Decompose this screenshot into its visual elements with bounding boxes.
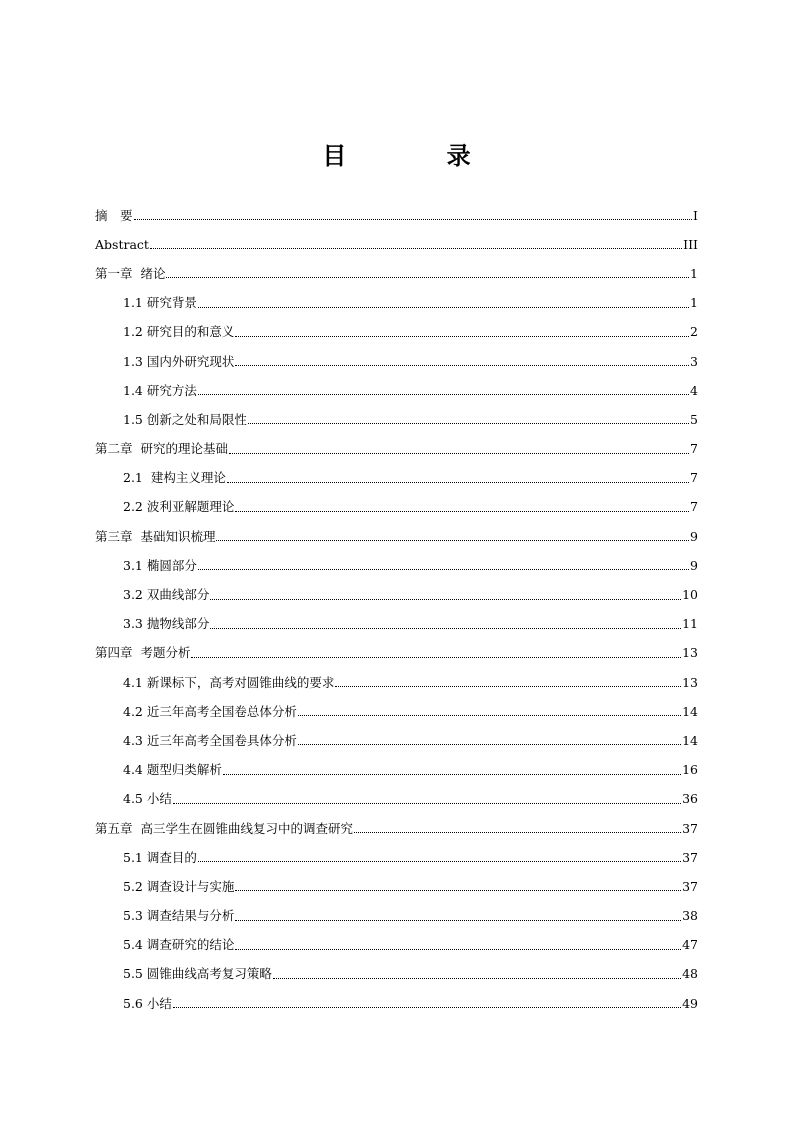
toc-dot-leader xyxy=(229,453,689,454)
toc-entry-page-number: 9 xyxy=(690,557,698,573)
toc-section-entry xyxy=(0,405,793,434)
toc-dot-leader xyxy=(235,890,681,891)
toc-entry-page-number: 7 xyxy=(690,470,698,486)
toc-entry-label: 1.3 国内外研究现状 xyxy=(123,353,235,369)
toc-section-entry xyxy=(0,872,793,901)
toc-entry-page-number: 37 xyxy=(682,849,698,865)
toc-entry-label: 第三章 基础知识梳理 xyxy=(95,528,216,544)
toc-entry-page-number: 38 xyxy=(682,908,698,924)
toc-entry-label: 4.4 题型归类解析 xyxy=(123,762,222,778)
toc-section-entry xyxy=(0,726,793,755)
toc-chapter-entry xyxy=(0,435,793,464)
toc-dot-leader xyxy=(173,803,681,804)
toc-entry-label: 1.2 研究目的和意义 xyxy=(123,324,235,340)
toc-section-entry xyxy=(0,843,793,872)
toc-dot-leader xyxy=(173,1007,681,1008)
toc-dot-leader xyxy=(223,774,681,775)
toc-entry-page-number: 47 xyxy=(682,937,698,953)
toc-chapter-entry xyxy=(0,259,793,288)
toc-dot-leader xyxy=(235,920,681,921)
toc-entry-label: 4.5 小结 xyxy=(123,791,172,807)
toc-section-entry xyxy=(0,668,793,697)
toc-entry-label: 4.2 近三年高考全国卷总体分析 xyxy=(123,703,297,719)
toc-entry-page-number: 9 xyxy=(690,528,698,544)
toc-entry-page-number: 16 xyxy=(682,762,698,778)
toc-dot-leader xyxy=(227,482,689,483)
toc-entry-label: 5.2 调查设计与实施 xyxy=(123,878,235,894)
toc-section-entry xyxy=(0,989,793,1018)
toc-entry-page-number: 7 xyxy=(690,499,698,515)
toc-entry-page-number: 49 xyxy=(682,995,698,1011)
toc-entry-page-number: 1 xyxy=(690,265,698,281)
toc-chapter-entry xyxy=(0,639,793,668)
toc-entry-page-number: 7 xyxy=(690,441,698,457)
toc-dot-leader xyxy=(235,949,681,950)
toc-dot-leader xyxy=(335,686,681,687)
toc-dot-leader xyxy=(248,423,689,424)
toc-entry-label: 1.4 研究方法 xyxy=(123,382,197,398)
toc-section-entry xyxy=(0,785,793,814)
toc-entry-label: 5.5 圆锥曲线高考复习策略 xyxy=(123,966,272,982)
toc-entry-page-number: 1 xyxy=(690,295,698,311)
toc-chapter-entry xyxy=(0,522,793,551)
toc-section-entry xyxy=(0,376,793,405)
toc-entry-label: 1.5 创新之处和局限性 xyxy=(123,411,247,427)
toc-chapter-entry xyxy=(0,230,793,259)
toc-entry-page-number: 48 xyxy=(682,966,698,982)
toc-entry-page-number: 11 xyxy=(682,616,698,632)
toc-dot-leader xyxy=(273,978,681,979)
toc-dot-leader xyxy=(298,715,681,716)
toc-dot-leader xyxy=(191,657,681,658)
toc-dot-leader xyxy=(198,307,689,308)
toc-entry-page-number: 14 xyxy=(682,703,698,719)
toc-entry-page-number: 37 xyxy=(682,878,698,894)
toc-dot-leader xyxy=(150,248,682,249)
toc-entry-page-number: 37 xyxy=(682,820,698,836)
toc-entry-label: 第四章 考题分析 xyxy=(95,645,191,661)
toc-section-entry xyxy=(0,931,793,960)
toc-entry-page-number: 4 xyxy=(690,382,698,398)
toc-section-entry xyxy=(0,318,793,347)
toc-section-entry xyxy=(0,551,793,580)
toc-entry-label: 3.3 抛物线部分 xyxy=(123,616,210,632)
toc-dot-leader xyxy=(210,628,681,629)
toc-title: 目 录 xyxy=(322,142,517,170)
toc-entry-page-number: 36 xyxy=(682,791,698,807)
toc-entry-page-number: 10 xyxy=(682,587,698,603)
toc-entry-page-number: III xyxy=(683,236,698,252)
toc-entry-label: 5.1 调查目的 xyxy=(123,849,197,865)
toc-dot-leader xyxy=(235,336,689,337)
toc-entry-label: 5.4 调查研究的结论 xyxy=(123,937,235,953)
toc-section-entry xyxy=(0,902,793,931)
toc-entry-label: 2.1 建构主义理论 xyxy=(123,470,226,486)
toc-entry-label: Abstract xyxy=(95,236,149,252)
toc-entry-label: 1.1 研究背景 xyxy=(123,295,197,311)
toc-chapter-entry xyxy=(0,201,793,230)
toc-dot-leader xyxy=(134,219,693,220)
toc-entry-page-number: 13 xyxy=(682,674,698,690)
toc-section-entry xyxy=(0,464,793,493)
toc-entry-label: 5.3 调查结果与分析 xyxy=(123,908,235,924)
toc-dot-leader xyxy=(198,861,681,862)
toc-entry-label: 4.3 近三年高考全国卷具体分析 xyxy=(123,732,297,748)
toc-entry-label: 3.1 椭圆部分 xyxy=(123,557,197,573)
toc-entry-label: 4.1 新课标下，高考对圆锥曲线的要求 xyxy=(123,674,335,690)
toc-entry-page-number: 3 xyxy=(690,353,698,369)
toc-entry-label: 第一章 绪论 xyxy=(95,265,166,281)
toc-dot-leader xyxy=(210,599,681,600)
toc-entry-label: 第五章 高三学生在圆锥曲线复习中的调查研究 xyxy=(95,820,353,836)
toc-section-entry xyxy=(0,493,793,522)
toc-section-entry xyxy=(0,289,793,318)
toc-section-entry xyxy=(0,610,793,639)
toc-dot-leader xyxy=(354,832,681,833)
toc-entry-page-number: 2 xyxy=(690,324,698,340)
toc-section-entry xyxy=(0,580,793,609)
toc-list xyxy=(0,201,793,1018)
toc-entry-page-number: 13 xyxy=(682,645,698,661)
toc-entry-page-number: 14 xyxy=(682,732,698,748)
toc-dot-leader xyxy=(198,394,689,395)
toc-section-entry xyxy=(0,756,793,785)
toc-dot-leader xyxy=(198,569,689,570)
toc-section-entry xyxy=(0,347,793,376)
toc-entry-label: 第二章 研究的理论基础 xyxy=(95,441,228,457)
toc-chapter-entry xyxy=(0,814,793,843)
toc-entry-label: 摘 要 xyxy=(95,207,133,223)
toc-dot-leader xyxy=(235,511,689,512)
toc-entry-label: 5.6 小结 xyxy=(123,995,172,1011)
toc-dot-leader xyxy=(216,540,689,541)
toc-section-entry xyxy=(0,697,793,726)
toc-section-entry xyxy=(0,960,793,989)
toc-dot-leader xyxy=(166,277,689,278)
toc-entry-label: 3.2 双曲线部分 xyxy=(123,587,210,603)
toc-entry-page-number: I xyxy=(693,207,698,223)
toc-dot-leader xyxy=(298,744,681,745)
toc-entry-label: 2.2 波利亚解题理论 xyxy=(123,499,235,515)
toc-entry-page-number: 5 xyxy=(690,411,698,427)
toc-dot-leader xyxy=(235,365,689,366)
